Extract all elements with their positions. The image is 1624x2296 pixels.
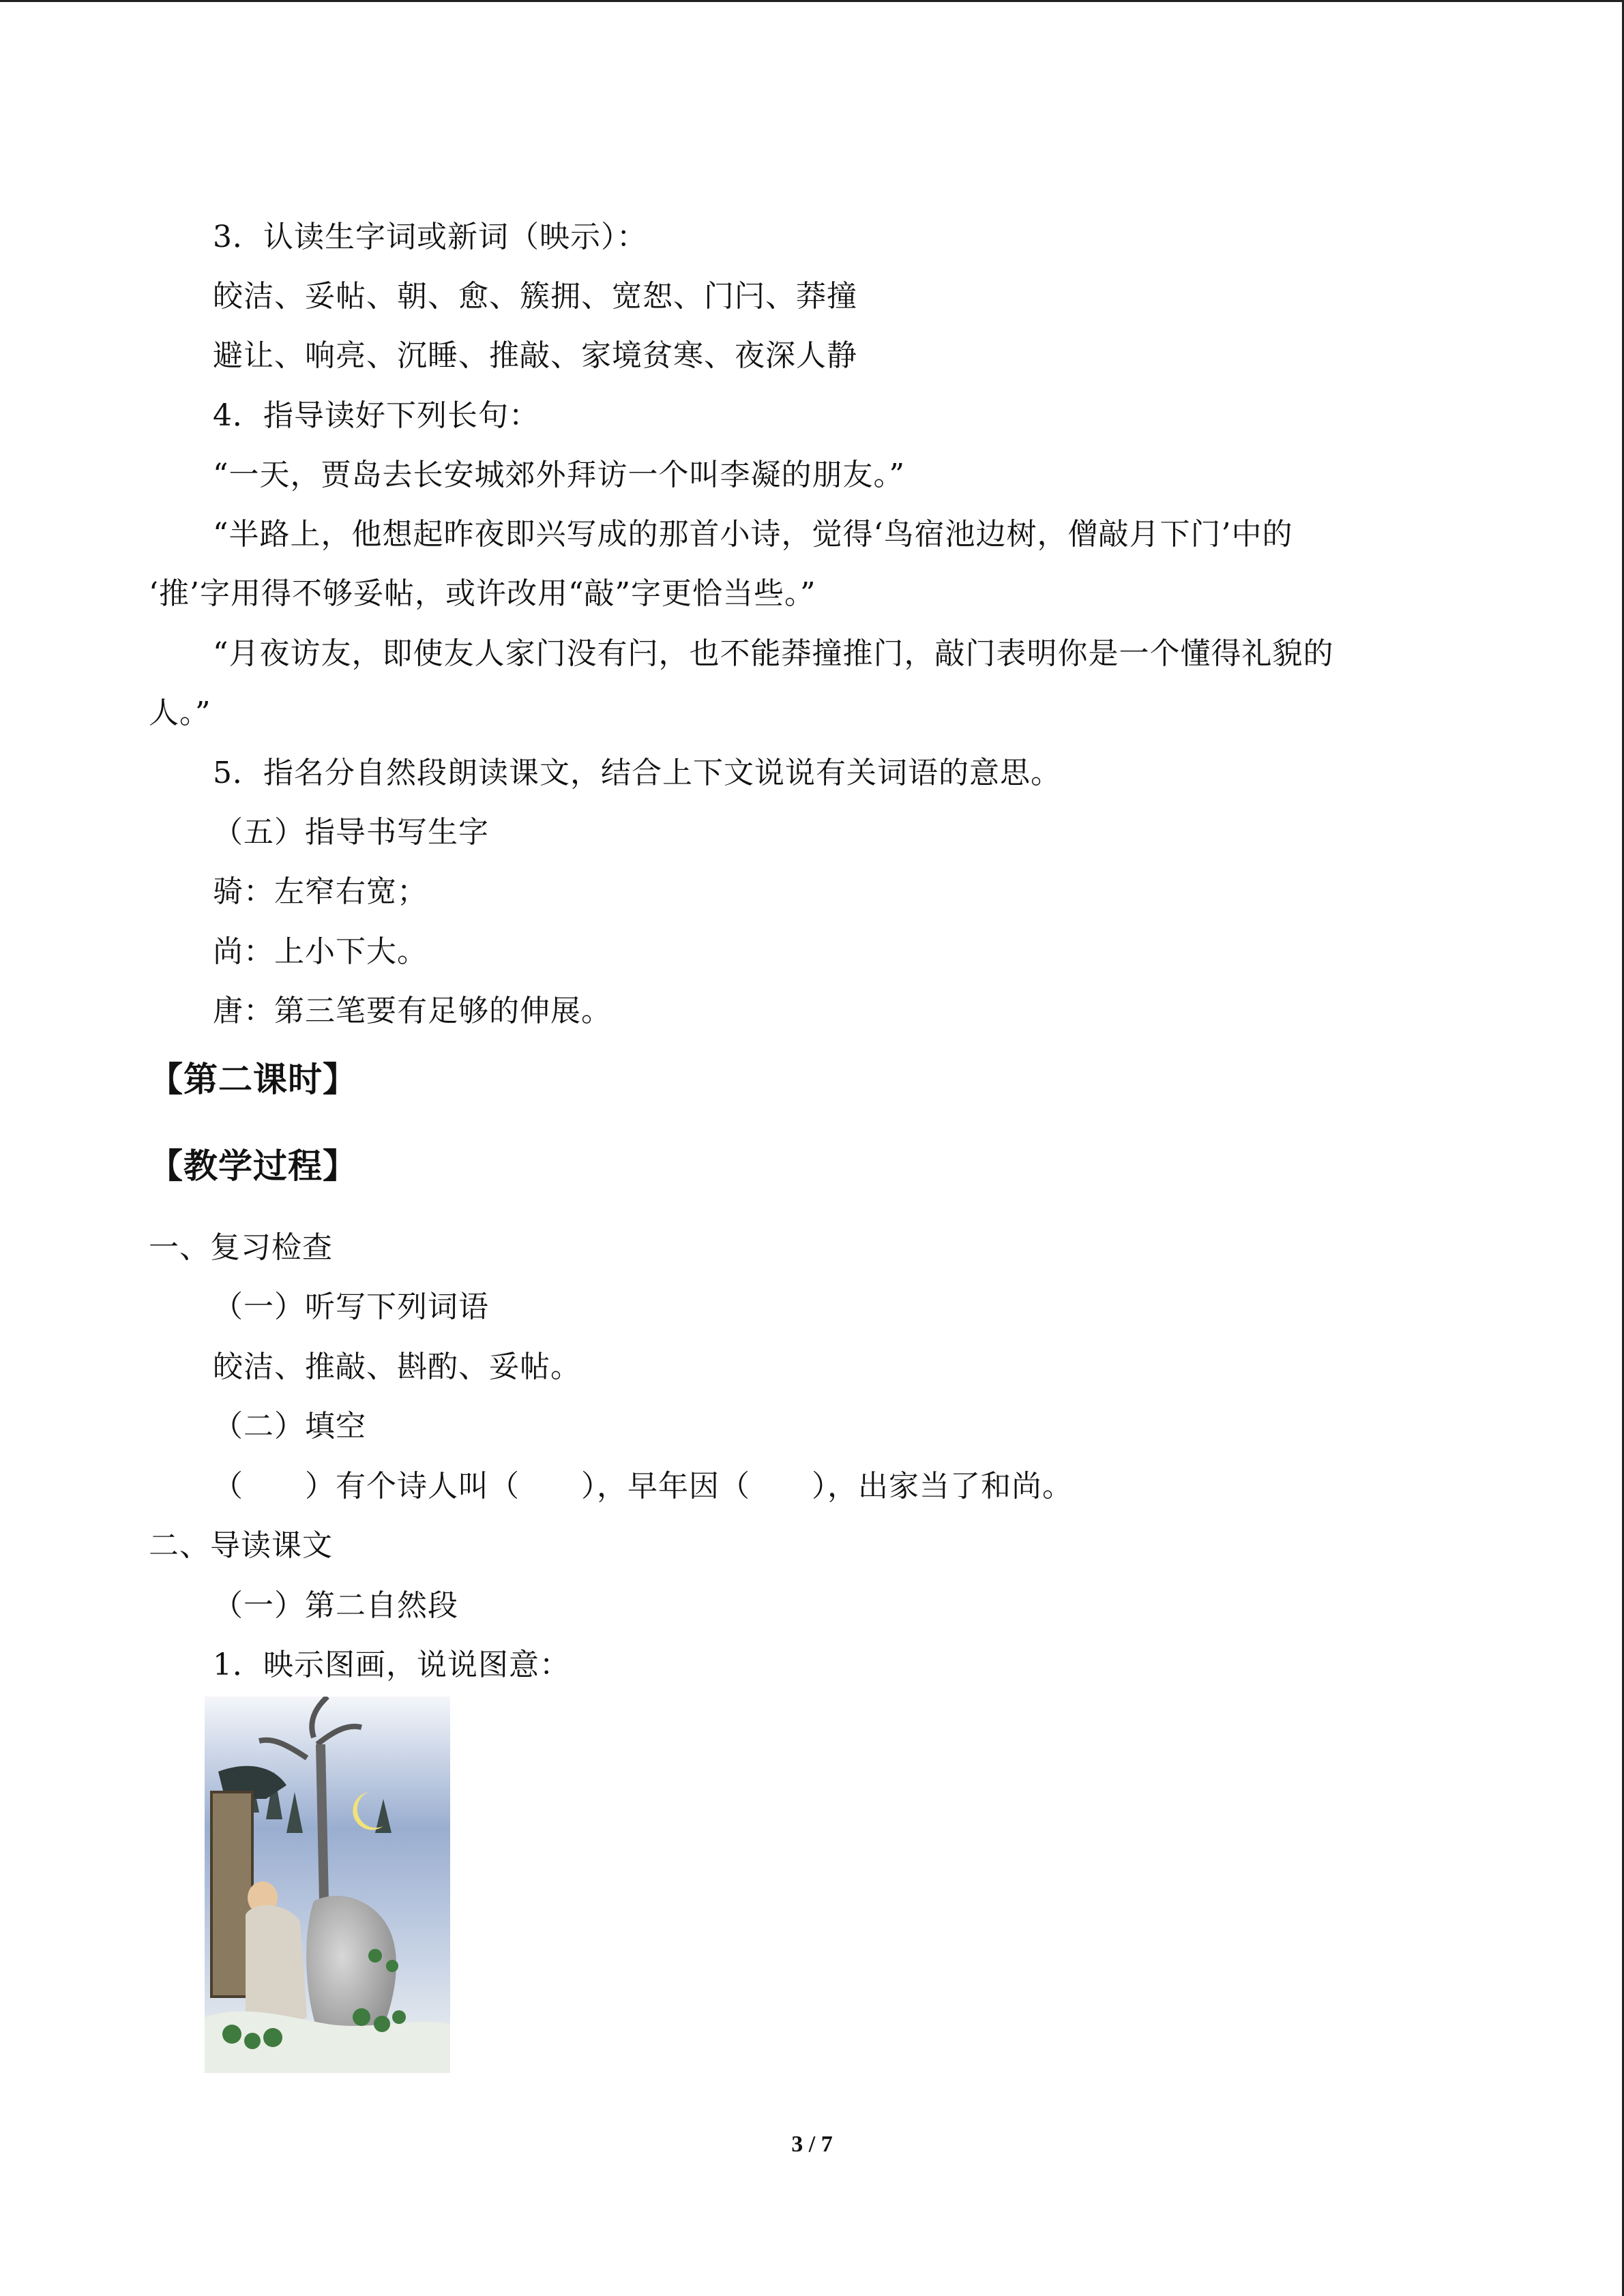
text-line: 1．映示图画，说说图意： xyxy=(213,1648,570,1682)
text-line: （一）第二自然段 xyxy=(213,1588,458,1623)
text-line: （ ）有个诗人叫（ ），早年因（ ），出家当了和尚。 xyxy=(213,1469,1073,1504)
text-line: 骑：左窄右宽； xyxy=(213,874,428,909)
text-line: 皎洁、推敲、斟酌、妥帖。 xyxy=(213,1350,581,1384)
page-number: 3 / 7 xyxy=(791,2132,833,2157)
section-heading: 【教学过程】 xyxy=(149,1146,357,1186)
monk-moonlight-illustration xyxy=(205,1697,450,2073)
text-line: ‘推’字用得不够妥帖，或许改用“敲”字更恰当些。” xyxy=(149,576,816,611)
text-line: （五）指导书写生字 xyxy=(213,815,489,850)
text-line: “一天，贾岛去长安城郊外拜访一个叫李凝的朋友。” xyxy=(213,458,905,492)
text-line: 尚：上小下大。 xyxy=(213,934,428,969)
text-line: （一）听写下列词语 xyxy=(213,1289,489,1324)
text-line: “月夜访友，即使友人家门没有闩，也不能莽撞推门，敲门表明你是一个懂得礼貌的 xyxy=(213,636,1334,671)
section-heading: 【第二课时】 xyxy=(149,1060,357,1099)
text-line: 唐：第三笔要有足够的伸展。 xyxy=(213,994,612,1028)
text-line: 4．指导读好下列长句： xyxy=(213,398,540,433)
text-line: 一、复习检查 xyxy=(149,1230,333,1265)
text-line: 避让、响亮、沉睡、推敲、家境贫寒、夜深人静 xyxy=(213,338,857,373)
text-line: 二、导读课文 xyxy=(149,1528,333,1563)
text-line: “半路上，他想起昨夜即兴写成的那首小诗，觉得‘鸟宿池边树，僧敲月下门’中的 xyxy=(213,517,1293,552)
text-line: （二）填空 xyxy=(213,1409,366,1444)
text-line: 5．指名分自然段朗读课文，结合上下文说说有关词语的意思。 xyxy=(213,756,1061,790)
text-line: 3．认读生字词或新词（映示）： xyxy=(213,220,647,254)
text-line: 人。” xyxy=(149,696,211,730)
text-line: 皎洁、妥帖、朝、愈、簇拥、宽恕、门闩、莽撞 xyxy=(213,279,857,314)
